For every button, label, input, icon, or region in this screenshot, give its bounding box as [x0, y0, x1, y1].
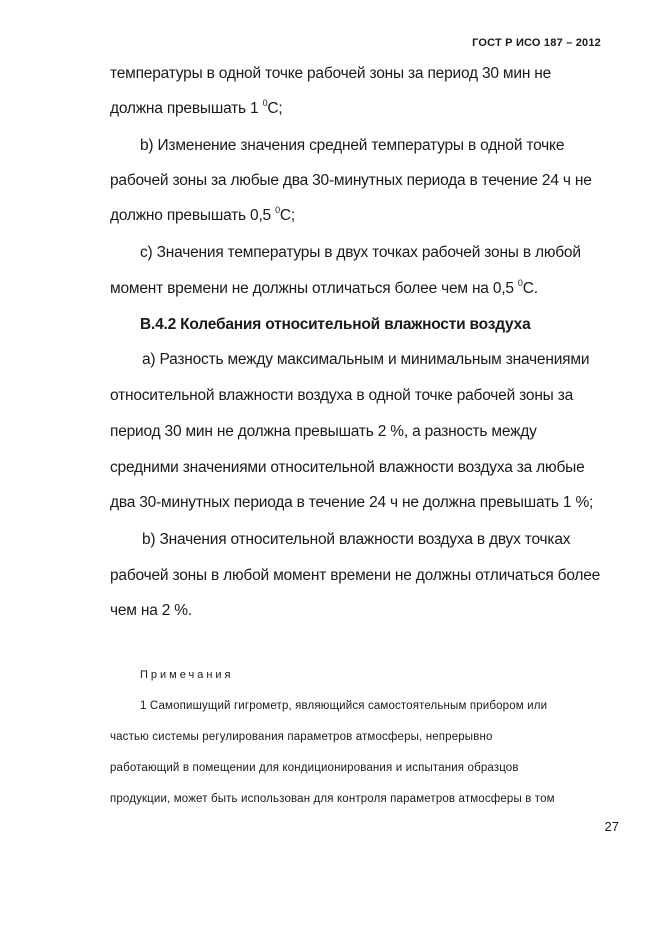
- document-header: ГОСТ Р ИСО 187 – 2012: [472, 37, 601, 49]
- section-heading: В.4.2 Колебания относительной влажности воздуха: [140, 316, 531, 333]
- text-line: c) Значения температуры в двух точках рабочей зоны в любой: [140, 244, 581, 261]
- text-line: b) Значения относительной влажности воздуха в двух точках: [142, 531, 571, 548]
- text-line: рабочей зоны за любые два 30-минутных периода в течение 24 ч не: [110, 172, 592, 189]
- notes-title: Примечания: [140, 669, 234, 681]
- text-line: b) Изменение значения средней температуры в одной точке: [140, 137, 565, 154]
- text-line: должна превышать 1 $^0$С;: [110, 98, 283, 117]
- note-line: работающий в помещении для кондиционирования и испытания образцов: [110, 762, 519, 774]
- text-line: средними значениями относительной влажности воздуха за любые: [110, 459, 585, 476]
- text-line: момент времени не должны отличаться более чем на 0,5 $^0$С.: [110, 278, 538, 297]
- text-line: чем на 2 %.: [110, 602, 192, 619]
- note-line: 1 Самопишущий гигрометр, являющийся самостоятельным прибором или: [140, 700, 548, 712]
- text-line: должно превышать 0,5 $^0$С;: [110, 205, 296, 224]
- note-line: частью системы регулирования параметров атмосферы, непрерывно: [110, 731, 493, 743]
- page-number: 27: [604, 819, 619, 834]
- text-line: a) Разность между максимальным и минимальным значениями: [142, 351, 590, 368]
- text-line: рабочей зоны в любой момент времени не должны отличаться более: [110, 567, 601, 584]
- text-line: температуры в одной точке рабочей зоны за период 30 мин не: [110, 65, 552, 82]
- text-line: относительной влажности воздуха в одной точке рабочей зоны за: [110, 387, 574, 404]
- note-line: продукции, может быть использован для контроля параметров атмосферы в том: [110, 793, 555, 805]
- text-line: период 30 мин не должна превышать 2 %, а разность между: [110, 423, 537, 440]
- text-line: два 30-минутных периода в течение 24 ч не должна превышать 1 %;: [110, 494, 594, 511]
